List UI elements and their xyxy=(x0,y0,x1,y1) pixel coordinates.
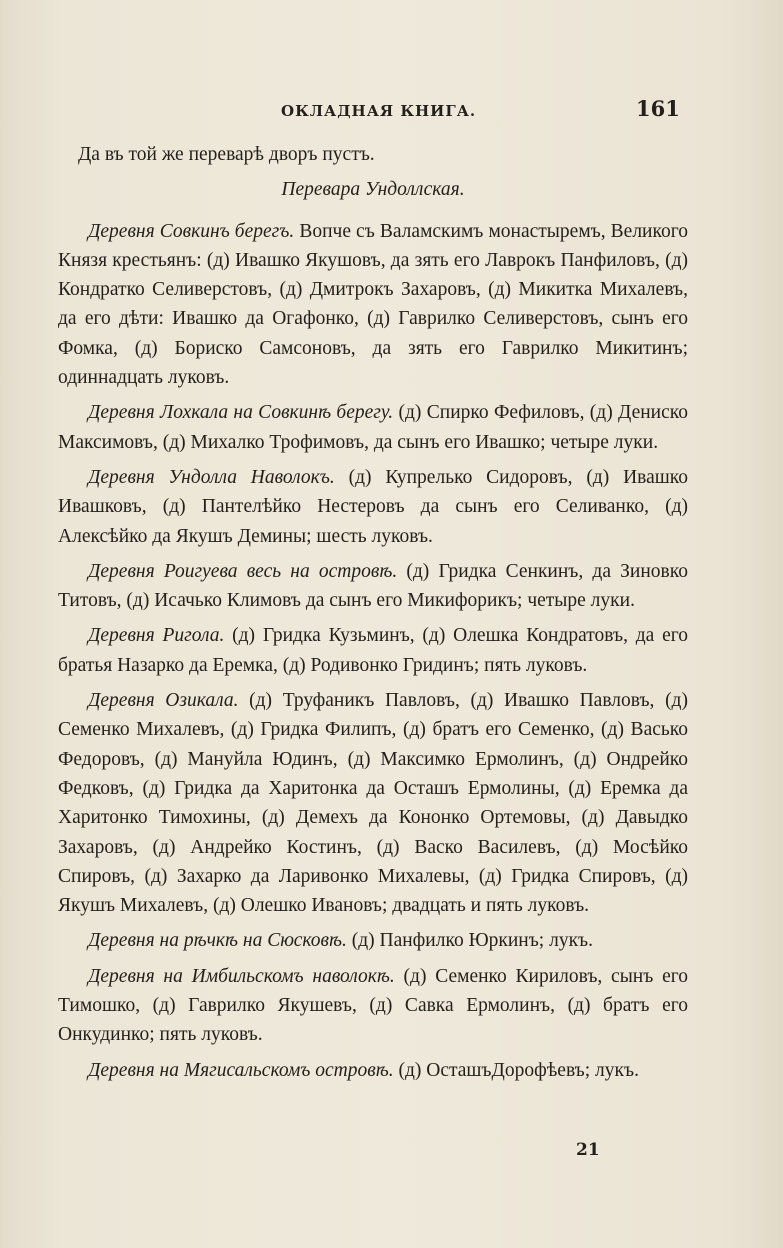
paragraph-text: (д) Панфилко Юркинъ; лукъ. xyxy=(351,930,594,952)
paragraph-text: (д) Гридка Сенкинъ, да Зиновко Титовъ, (д) Исачько Климовъ да сынъ его Микифорикъ; четыре луки. xyxy=(58,560,688,612)
paragraph-text: (д) ОсташъДорофѣевъ; лукъ. xyxy=(398,1059,639,1081)
paragraph-text: (д) Купрелько Сидоровъ, (д) Ивашко Ивашковъ, (д) Пантелѣйко Нестеровъ да сынъ его Селиванко, (д) Алексѣйко да Якушъ Демины; шесть луковъ. xyxy=(58,466,689,547)
paragraph xyxy=(58,926,688,955)
running-head xyxy=(0,96,783,126)
page-number: 161 xyxy=(636,96,680,121)
village-name: Деревня на Мягисальскомъ островѣ. xyxy=(88,1059,394,1081)
paragraph xyxy=(58,140,688,169)
signature-mark: 21 xyxy=(576,1140,600,1160)
section-heading: Перевара Ундоллская. xyxy=(281,179,465,201)
paragraph xyxy=(58,686,688,920)
paragraph-text: (д) Труфаникъ Павловъ, (д) Ивашко Павловъ, (д) Семенко Михалевъ, (д) Гридка Филипъ, (д) братъ его Семенко, (д) Васько Федоровъ, (д) Мануйла Юдинъ, (д) Максимко Ермолинъ, (д) Ондрейко Федковъ, (д) Гридка да Харитонка да Осташъ Ермолины, (д) Еремка да Харитонко Тимохины, (д) Демехъ да Кононко Ортемовы, (д) Давыдко Захаровъ, (д) Андрейко Костинъ, (д) Васко Василевъ, (д) Мосѣйко Спировъ, (д) Захарко да Ларивонко Михалевы, (д) Гридка Спировъ, (д) Якушъ Михалевъ, (д) Олешко Ивановъ; двадцать и пять луковъ. xyxy=(58,690,688,917)
paragraph xyxy=(58,621,688,680)
paragraph-text: Да въ той же переварѣ дворъ пустъ. xyxy=(78,144,375,165)
paragraph xyxy=(58,1056,688,1085)
village-name: Деревня Ундолла Наволокъ. xyxy=(88,466,335,488)
paragraph xyxy=(58,557,688,616)
village-name: Деревня Озикала. xyxy=(88,690,239,712)
paragraph-text: (д) Спирко Фефиловъ, (д) Дениско Максимовъ, (д) Михалко Трофимовъ, да сынъ его Ивашко; четыре луки. xyxy=(58,402,688,453)
paragraph xyxy=(58,398,688,457)
paragraph xyxy=(58,217,688,393)
village-name: Деревня Роигуева весь на островѣ. xyxy=(88,560,398,582)
running-title: ОКЛАДНАЯ КНИГА. xyxy=(281,102,477,120)
village-name: Деревня Лохкала на Совкинѣ берегу. xyxy=(88,402,394,424)
paragraph-text: (д) Семенко Кириловъ, сынъ его Тимошко, (д) Гаврилко Якушевъ, (д) Савка Ермолинъ, (д) братъ его Онкудинко; пять луковъ. xyxy=(58,965,688,1046)
village-name: Деревня на Имбильскомъ наволокѣ. xyxy=(88,965,395,987)
village-name: Деревня Ригола. xyxy=(88,625,225,647)
village-name: Деревня Совкинъ берегъ. xyxy=(88,220,295,242)
paragraph-text: Вопче съ Валамскимъ монастыремъ, Великого Князя крестьянъ: (д) Ивашко Якушовъ, да зять его Лаврокъ Панфиловъ, (д) Кондратко Селиверстовъ, (д) Дмитрокъ Захаровъ, (д) Микитка Михалевъ, да его дѣти: Ивашко да Огафонко, (д) Гаврилко Селиверстовъ, сынъ его Фомка, (д) Бориско Самсоновъ, да зять его Гаврилко Микитинъ; одиннадцать луковъ. xyxy=(58,220,688,389)
paragraph xyxy=(58,962,688,1050)
body-text xyxy=(58,140,688,1091)
village-name: Деревня на рѣчкѣ на Сюсковѣ. xyxy=(88,930,347,952)
paragraph xyxy=(58,463,688,551)
paragraph-text: (д) Гридка Кузьминъ, (д) Олешка Кондратовъ, да его братья Назарко да Еремка, (д) Родивонко Гридинъ; пять луковъ. xyxy=(58,625,688,676)
